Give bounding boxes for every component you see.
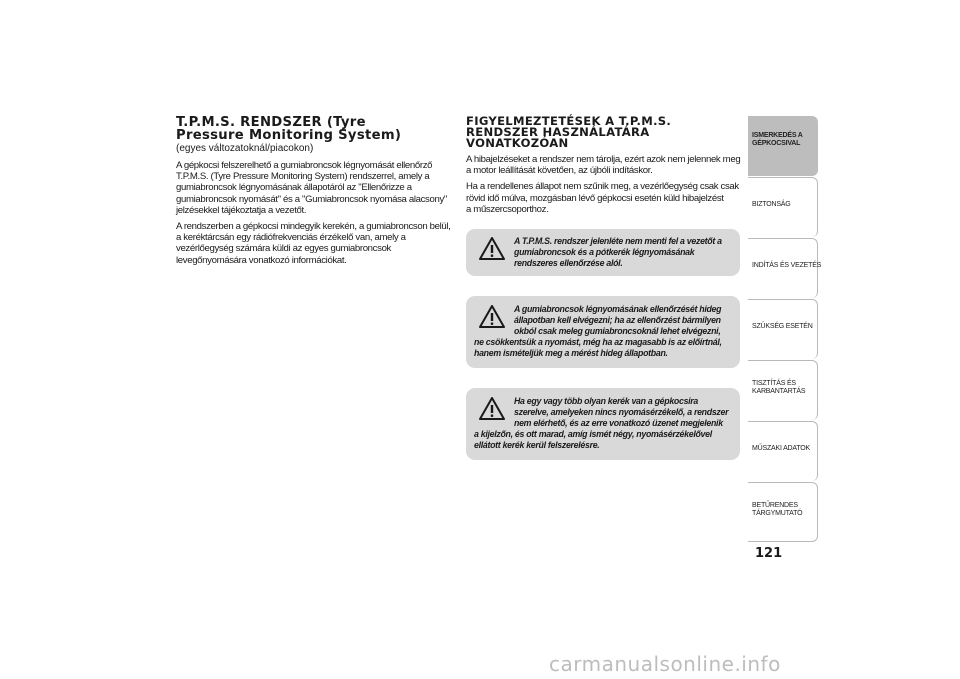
tab-betrendes-targymutato[interactable] <box>748 482 818 542</box>
tab-inditas-es-vezetes[interactable] <box>748 238 822 298</box>
text-line: T.P.M.S. (Tyre Pressure Monitoring System) rendszerrel, amely a <box>176 171 430 183</box>
warning-text-line: állapotban kell elvégezni; ha az ellenőrzést bármilyen <box>514 315 721 326</box>
text-line: gumiabroncsok légnyomásának állapotáról az "Ellenőrizze a <box>176 182 412 194</box>
paragraph <box>176 160 448 216</box>
tab-label: TÁRGYMUTATÓ <box>752 510 803 517</box>
text-line: a motor leállítását követően, az újbóli indításkor. <box>466 165 653 177</box>
text-line: A rendszerben a gépkocsi mindegyik kerekén, a gumiabroncson belül, <box>176 221 451 233</box>
text-line: jelzésekkel tájékoztatja a vezetőt. <box>176 204 307 216</box>
text-line: Ha a rendellenes állapot nem szűnik meg, a vezérlőegység csak csak <box>466 181 739 193</box>
warning-text-line: a kijelzőn, és ott marad, amíg ismét négy, nyomásérzékelővel <box>474 428 712 439</box>
tab-biztonsag[interactable] <box>748 177 818 237</box>
paragraph <box>466 154 740 176</box>
section-title <box>176 116 448 142</box>
tab-label: MŰSZAKI ADATOK <box>752 445 811 452</box>
tab-label: SZÜKSÉG ESETÉN <box>752 323 813 330</box>
tab-label: GÉPKOCSIVAL <box>752 140 801 147</box>
warning-triangle-icon <box>479 237 505 260</box>
warnings-title-line: RENDSZER HASZNÁLATÁRA <box>466 125 650 139</box>
warning-text-line: Ha egy vagy több olyan kerék van a gépkocsira <box>514 396 699 407</box>
warnings-title <box>466 116 740 149</box>
tab-label: BIZTONSÁG <box>752 201 791 208</box>
warning-text-line: szerelve, amelyeken nincs nyomásérzékelő, a rendszer <box>514 407 729 418</box>
section-subtitle: (egyes változatoknál/piacokon) <box>176 143 314 154</box>
text-line: a keréktárcsán egy rádiófrekvenciás érzékelő van, amely a <box>176 232 406 244</box>
warning-text-line: ne csökkentsük a nyomást, még ha az magasabb is az előírtnál, <box>474 336 722 347</box>
warning-text-line: A T.P.M.S. rendszer jelenléte nem menti fel a vezetőt a <box>514 236 722 247</box>
section-title-line: T.P.M.S. RENDSZER (Tyre <box>176 115 366 130</box>
warning-text-line: hanem ismételjük meg a mérést hideg állapotban. <box>474 347 668 358</box>
warning-text-line: A gumiabroncsok légnyomásának ellenőrzését hideg <box>514 304 722 315</box>
watermark: carmanualsonline.info <box>549 652 781 676</box>
text-line: A gépkocsi felszerelhető a gumiabroncsok légnyomását ellenőrző <box>176 160 433 171</box>
warnings-title-line: VONATKOZÓAN <box>466 136 569 150</box>
warning-text-line: gumiabroncsok és a pótkerék légnyomásának <box>514 246 695 257</box>
warning-box <box>466 229 740 276</box>
warning-box <box>466 296 740 368</box>
paragraph <box>176 221 451 266</box>
warning-triangle-icon <box>479 397 505 420</box>
chapter-tabs <box>748 116 822 543</box>
tab-tisztitas-es-karbantartas[interactable] <box>748 360 818 420</box>
warning-box <box>466 388 740 460</box>
text-line: a műszercsoporthoz. <box>466 203 549 215</box>
left-column <box>176 115 451 271</box>
warning-text-line: nem elérhető, és az erre vonatkozó üzenet megjelenik <box>514 417 723 428</box>
warning-text-line: ellátott kerék kerül felszerelésre. <box>474 439 600 450</box>
paragraph <box>466 181 740 215</box>
tab-muszaki-adatok[interactable] <box>748 421 818 481</box>
text-line: vezérlőegység számára küldi az egyes gumiabroncsok <box>176 243 391 255</box>
tab-label: TISZTÍTÁS ÉS <box>752 380 796 387</box>
tab-ismerkedes[interactable] <box>748 116 818 176</box>
text-line: A hibajelzéseket a rendszer nem tárolja, ezért azok nem jelennek meg <box>466 154 741 165</box>
text-line: gumiabroncsok nyomását" és a "Gumiabroncsok nyomása alacsony" <box>176 193 447 205</box>
tab-label: ISMERKEDÉS A <box>752 132 803 139</box>
warnings-title-line: FIGYELMEZTETÉSEK A T.P.M.S. <box>466 114 672 128</box>
warning-text-line: rendszeres ellenőrzése alól. <box>514 257 623 268</box>
tab-label: BETŰRENDES <box>752 502 798 509</box>
warning-text-line: okból csak meleg gumiabroncsoknál lehet elvégezni, <box>514 326 721 336</box>
right-column <box>466 116 740 480</box>
warning-triangle-icon <box>479 305 505 328</box>
tab-label: INDÍTÁS ÉS VEZETÉS <box>752 262 822 269</box>
section-title-line: Pressure Monitoring System) <box>176 128 402 143</box>
tab-szukseg-eseten[interactable] <box>748 299 818 359</box>
tab-label: KARBANTARTÁS <box>752 388 806 395</box>
text-line: rövid idő múlva, mozgásban lévő gépkocsi esetén küld hibajelzést <box>466 192 724 204</box>
page-number: 121 <box>755 546 783 561</box>
text-line: levegőnyomására vonatkozó információkat. <box>176 254 347 266</box>
